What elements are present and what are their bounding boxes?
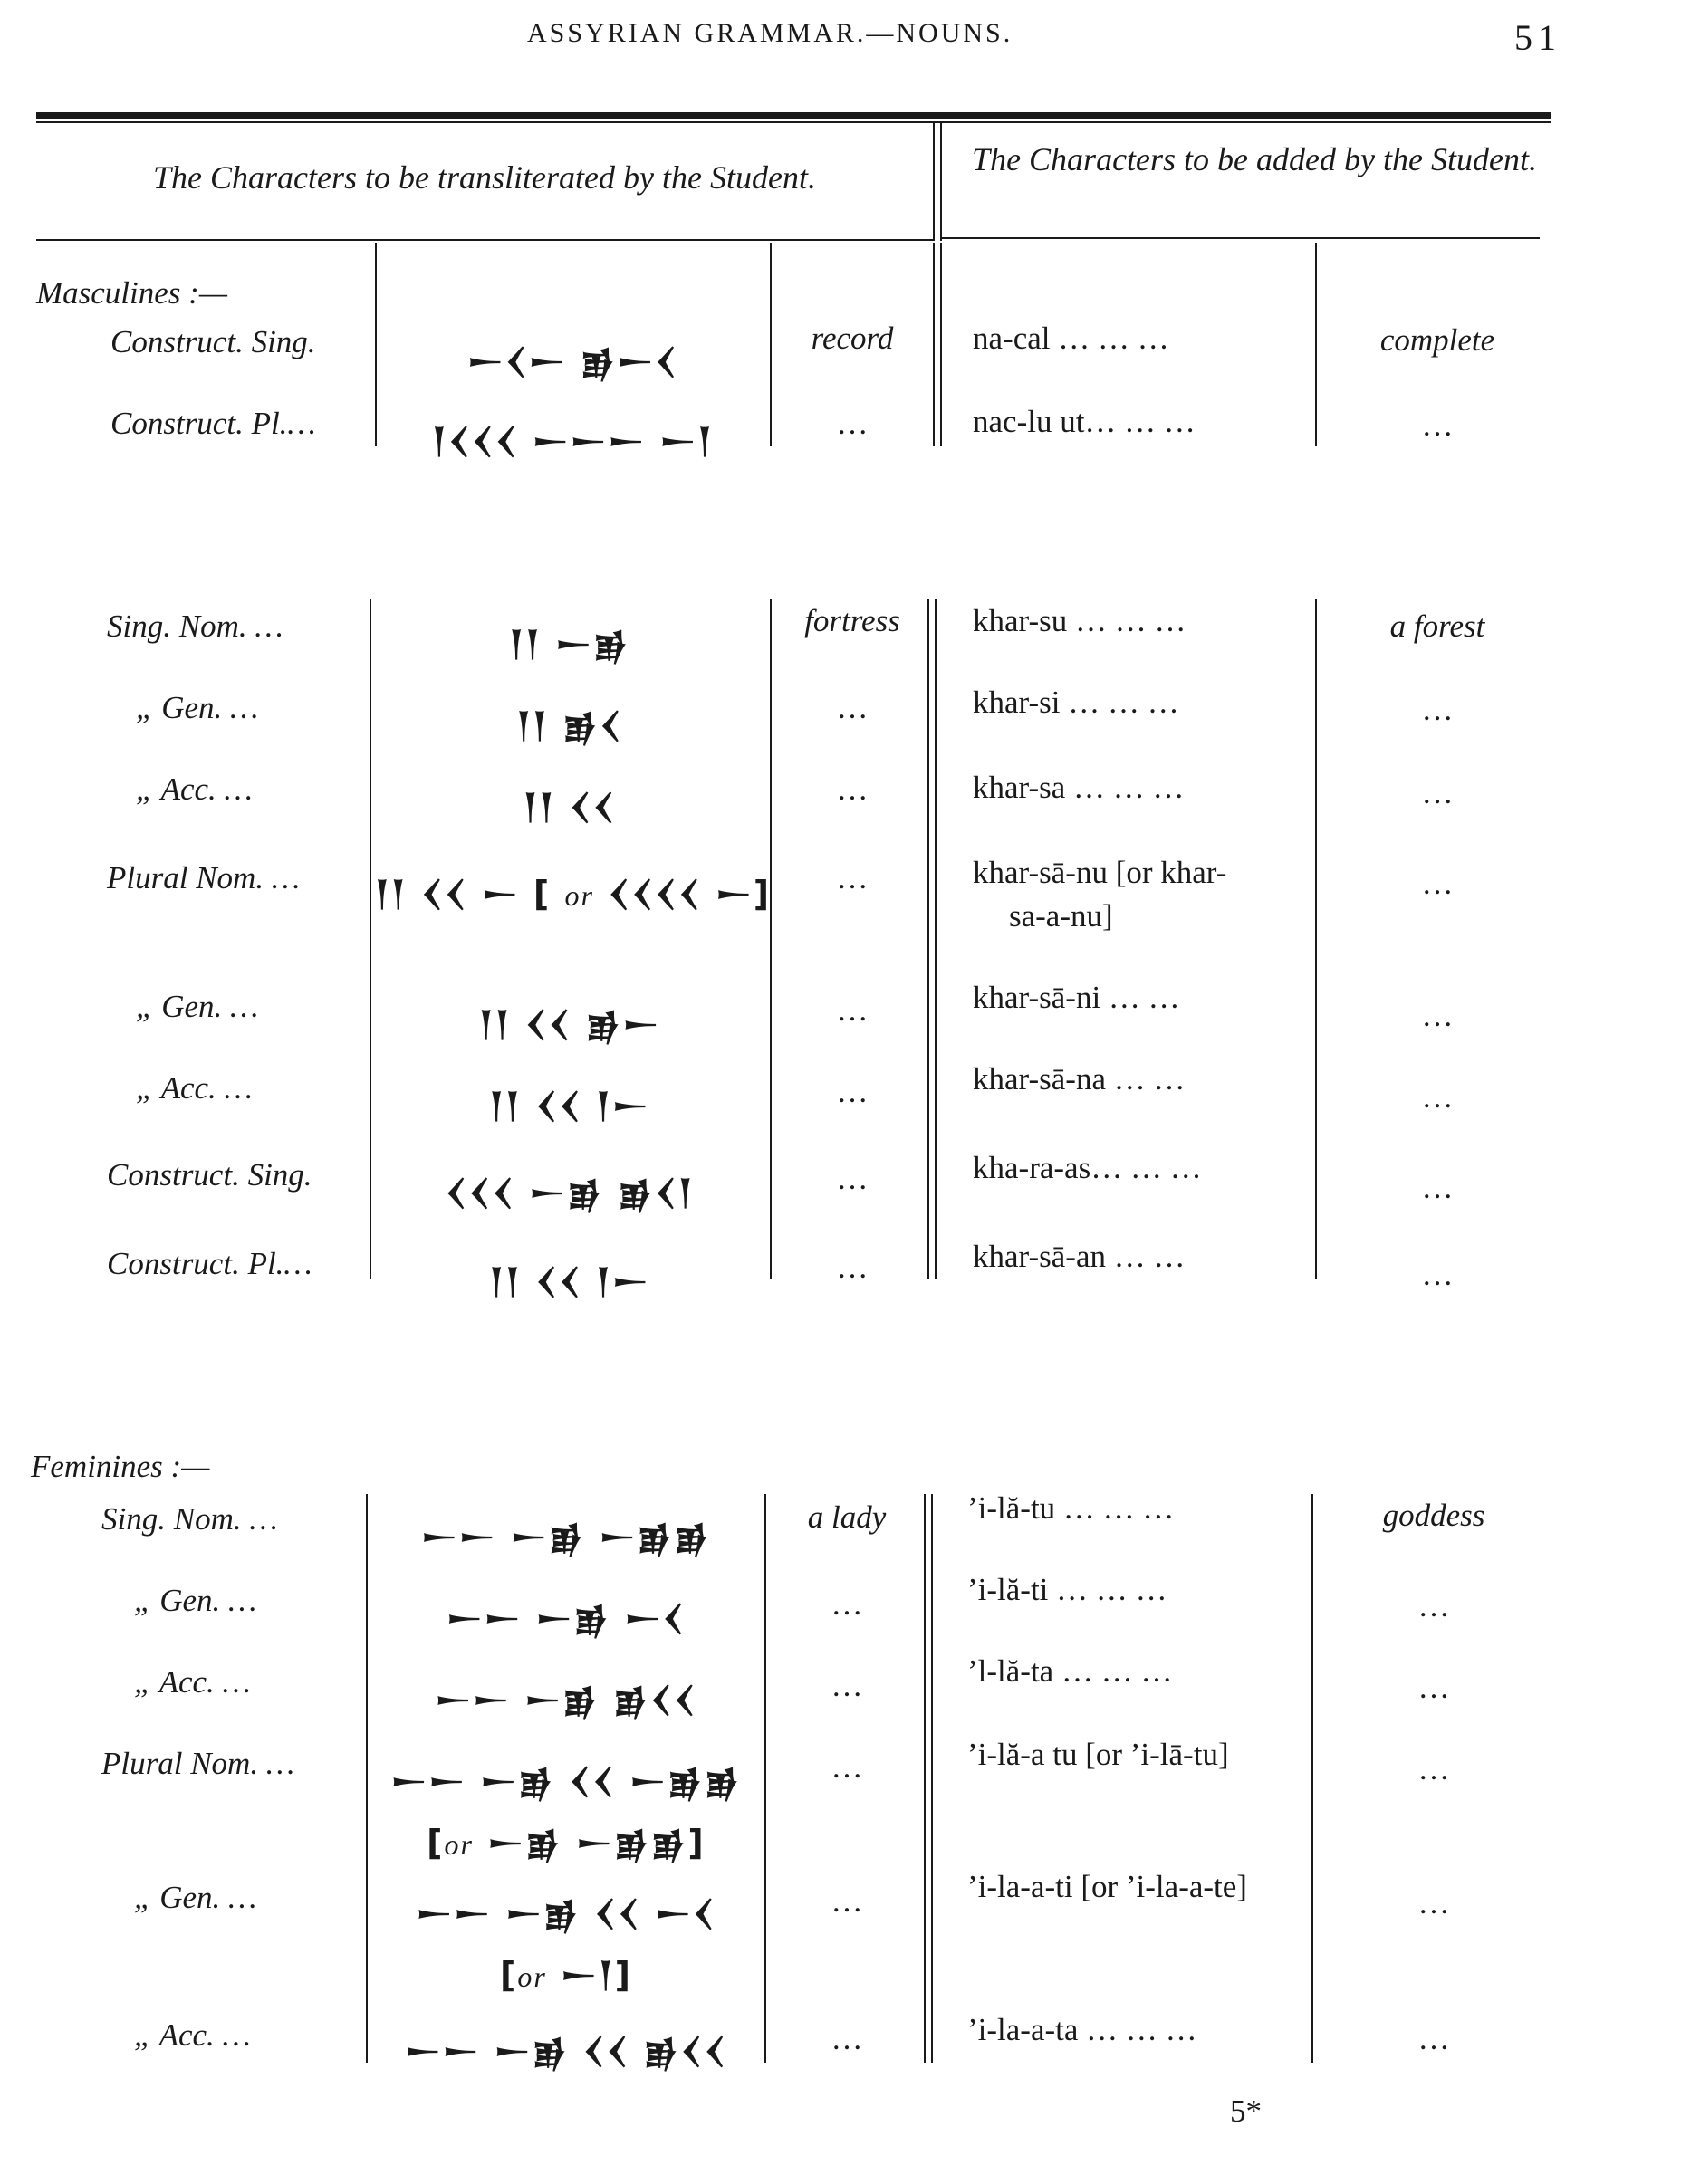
row-or-word: or [444,1828,474,1861]
row-answer: complete [1379,322,1495,358]
row-label: „ Acc. … [134,1664,251,1700]
center-double-rule-a [933,123,935,241]
row-cuneiform: 𒀸𒀸 𒀸𒂊 𒌋𒌋 𒀸𒌋 [416,1893,716,1933]
row-transliteration: khar-sā-na … … [973,1061,1186,1097]
row-transliteration-cont: sa-a-nu] [1009,898,1113,934]
top-thin-rule [36,121,1551,123]
page-number: 51 [1514,17,1561,58]
row-cuneiform: 𒁹𒁹 𒂊𒌋 [516,705,623,745]
row-meaning: … [831,1883,863,1919]
row-answer: … [1417,1588,1450,1624]
row-label: Construct. Sing. [110,324,316,359]
row-label: „ Gen. … [134,1583,257,1618]
row-cuneiform: 𒁹𒁹 𒀸𒂊 [509,624,630,664]
row-transliteration: ’l-lă-ta … … … [967,1653,1173,1689]
row-transliteration: khar-su … … … [973,603,1186,638]
row-cuneiform-alt: 𒀸𒁹] [561,1955,633,1995]
row-meaning: … [836,992,869,1028]
row-label: Sing. Nom. … [107,608,283,644]
row-meaning: … [836,1074,869,1109]
row-answer: … [1417,2021,1450,2056]
row-answer: … [1417,1670,1450,1705]
row-or-word: or [564,879,594,912]
block1-vrule-1 [375,243,377,446]
row-cuneiform: 𒀸𒌋𒀸 𒂊𒀸𒌋 [466,341,679,381]
row-cuneiform [375,851,772,930]
row-cuneiform-alt: 𒌋𒌋𒌋𒌋 𒀸] [608,874,772,914]
row-label: Plural Nom. … [101,1746,294,1781]
row-label: „ Acc. … [136,771,253,807]
row-label: Construct. Pl.… [107,1246,312,1281]
block3-vrule-5 [1311,1494,1313,2063]
row-transliteration: khar-sā-ni … … [973,980,1180,1015]
left-column-heading: The Characters to be transliterated by the Student. [153,159,816,196]
row-label: „ Acc. … [134,2017,251,2053]
row-transliteration: na-cal … … … [973,321,1169,356]
row-meaning: … [831,1749,863,1785]
row-answer: … [1421,998,1454,1033]
row-transliteration: khar-si … … … [973,685,1179,720]
row-answer: … [1417,1885,1450,1921]
row-transliteration: ’i-lă-tu … … … [967,1490,1175,1526]
row-transliteration: ’i-la-a-ta … … … [967,2012,1197,2047]
row-meaning: fortress [804,603,900,638]
row-answer: … [1421,1079,1454,1115]
row-answer: goddess [1382,1498,1485,1533]
right-column-heading-text: The Characters to be added by the Student. [972,141,1537,177]
row-or-word: or [517,1960,547,1993]
row-cuneiform-alt: 𒀸𒂊 𒀸𒂊𒂊] [487,1823,706,1863]
row-cuneiform: 𒌋𒌋𒌋 𒀸𒂊 𒂊𒌋𒁹 [445,1173,695,1212]
row-cuneiform: 𒀸𒀸 𒀸𒂊 𒌋𒌋 𒂊𒌋𒌋 [404,2031,728,2071]
row-cuneiform: 𒁹𒁹 𒌋𒌋 [523,787,617,827]
row-transliteration: kha-ra-as… … … [973,1150,1202,1185]
block1-vrule-3 [933,243,935,446]
block1-vrule-5 [1315,243,1317,446]
row-meaning: … [831,1668,863,1703]
row-meaning: … [836,1161,869,1196]
row-transliteration: ’i-lă-a tu [or ’i-lā-tu] [967,1737,1229,1772]
row-cuneiform-main: 𒁹𒁹 𒌋𒌋 𒀸 [ [375,874,552,914]
center-double-rule-b [940,123,942,241]
heading-underline-left [36,239,933,241]
row-meaning: … [836,1250,869,1285]
block3-vrule-3 [924,1494,926,2063]
row-answer: … [1421,1257,1454,1292]
block3-vrule-4 [931,1494,933,2063]
right-column-heading [960,141,1549,177]
row-cuneiform: 𒀸𒀸 𒀸𒂊 𒌋𒌋 𒀸𒂊𒂊 [390,1761,742,1801]
row-transliteration: ’i-lă-ti … … … [967,1572,1167,1607]
row-cuneiform-alt-line: [or 𒀸𒁹] [499,1955,633,1995]
row-label: „ Acc. … [136,1070,253,1106]
row-cuneiform: 𒁹𒌋𒌋𒌋 𒀸𒀸𒀸 𒀸𒁹 [432,421,714,461]
block1-vrule-4 [940,243,942,446]
row-label: „ Gen. … [134,1880,257,1915]
row-answer: … [1421,407,1454,443]
row-cuneiform: 𒁹𒁹 𒌋𒌋 𒁹𒀸 [489,1086,650,1126]
row-meaning: … [836,690,869,725]
row-label: Construct. Pl.… [110,406,316,441]
row-transliteration: ’i-la-a-ti [or ’i-la-a-te] [967,1869,1247,1904]
row-meaning: … [836,771,869,807]
row-cuneiform: 𒀸𒀸 𒀸𒂊 𒀸𒂊𒂊 [421,1517,711,1557]
row-answer: … [1421,775,1454,810]
heading-underline-right [942,237,1540,239]
row-meaning: record [811,321,894,356]
row-transliteration: khar-sa … … … [973,770,1185,805]
block3-vrule-1 [366,1494,368,2063]
row-cuneiform: 𒀸𒀸 𒀸𒂊 𒀸𒌋 [446,1598,687,1638]
row-answer: … [1421,1170,1454,1205]
block2-vrule-1 [370,599,371,1279]
row-label: „ Gen. … [136,989,259,1024]
masculines-label: Masculines :— [36,275,227,311]
row-cuneiform: 𒁹𒁹 𒌋𒌋 𒁹𒀸 [489,1261,650,1301]
row-meaning: … [836,406,869,441]
row-meaning: a lady [807,1499,887,1535]
row-answer: … [1417,1751,1450,1786]
row-answer: … [1421,692,1454,727]
feminines-label: Feminines :— [31,1449,210,1484]
row-label: „ Gen. … [136,690,259,725]
block3-vrule-2 [764,1494,766,2063]
block2-vrule-5 [1315,599,1317,1279]
row-transliteration: khar-sā-nu [or khar- [973,855,1227,890]
row-answer: a forest [1389,608,1485,644]
row-meaning: … [831,1586,863,1622]
block2-vrule-2 [770,599,772,1279]
row-label: Plural Nom. … [107,860,300,896]
row-transliteration: khar-sā-an … … [973,1239,1186,1274]
row-answer: … [1421,866,1454,901]
row-label: Sing. Nom. … [101,1501,278,1537]
row-label: Construct. Sing. [107,1157,312,1193]
block1-vrule-2 [770,243,772,446]
row-cuneiform: 𒀸𒀸 𒀸𒂊 𒂊𒌋𒌋 [435,1680,697,1719]
block2-vrule-4 [935,599,937,1279]
signature-mark: 5* [1230,2093,1262,2129]
top-double-rule [36,112,1551,119]
row-meaning: … [831,2021,863,2056]
running-title: ASSYRIAN GRAMMAR.—NOUNS. [527,18,1013,48]
row-cuneiform-alt-line: [or 𒀸𒂊 𒀸𒂊𒂊] [427,1823,706,1863]
row-cuneiform: 𒁹𒁹 𒌋𒌋 𒂊𒀸 [478,1004,661,1044]
row-transliteration: nac-lu ut… … … [973,404,1196,439]
row-meaning: … [836,860,869,896]
